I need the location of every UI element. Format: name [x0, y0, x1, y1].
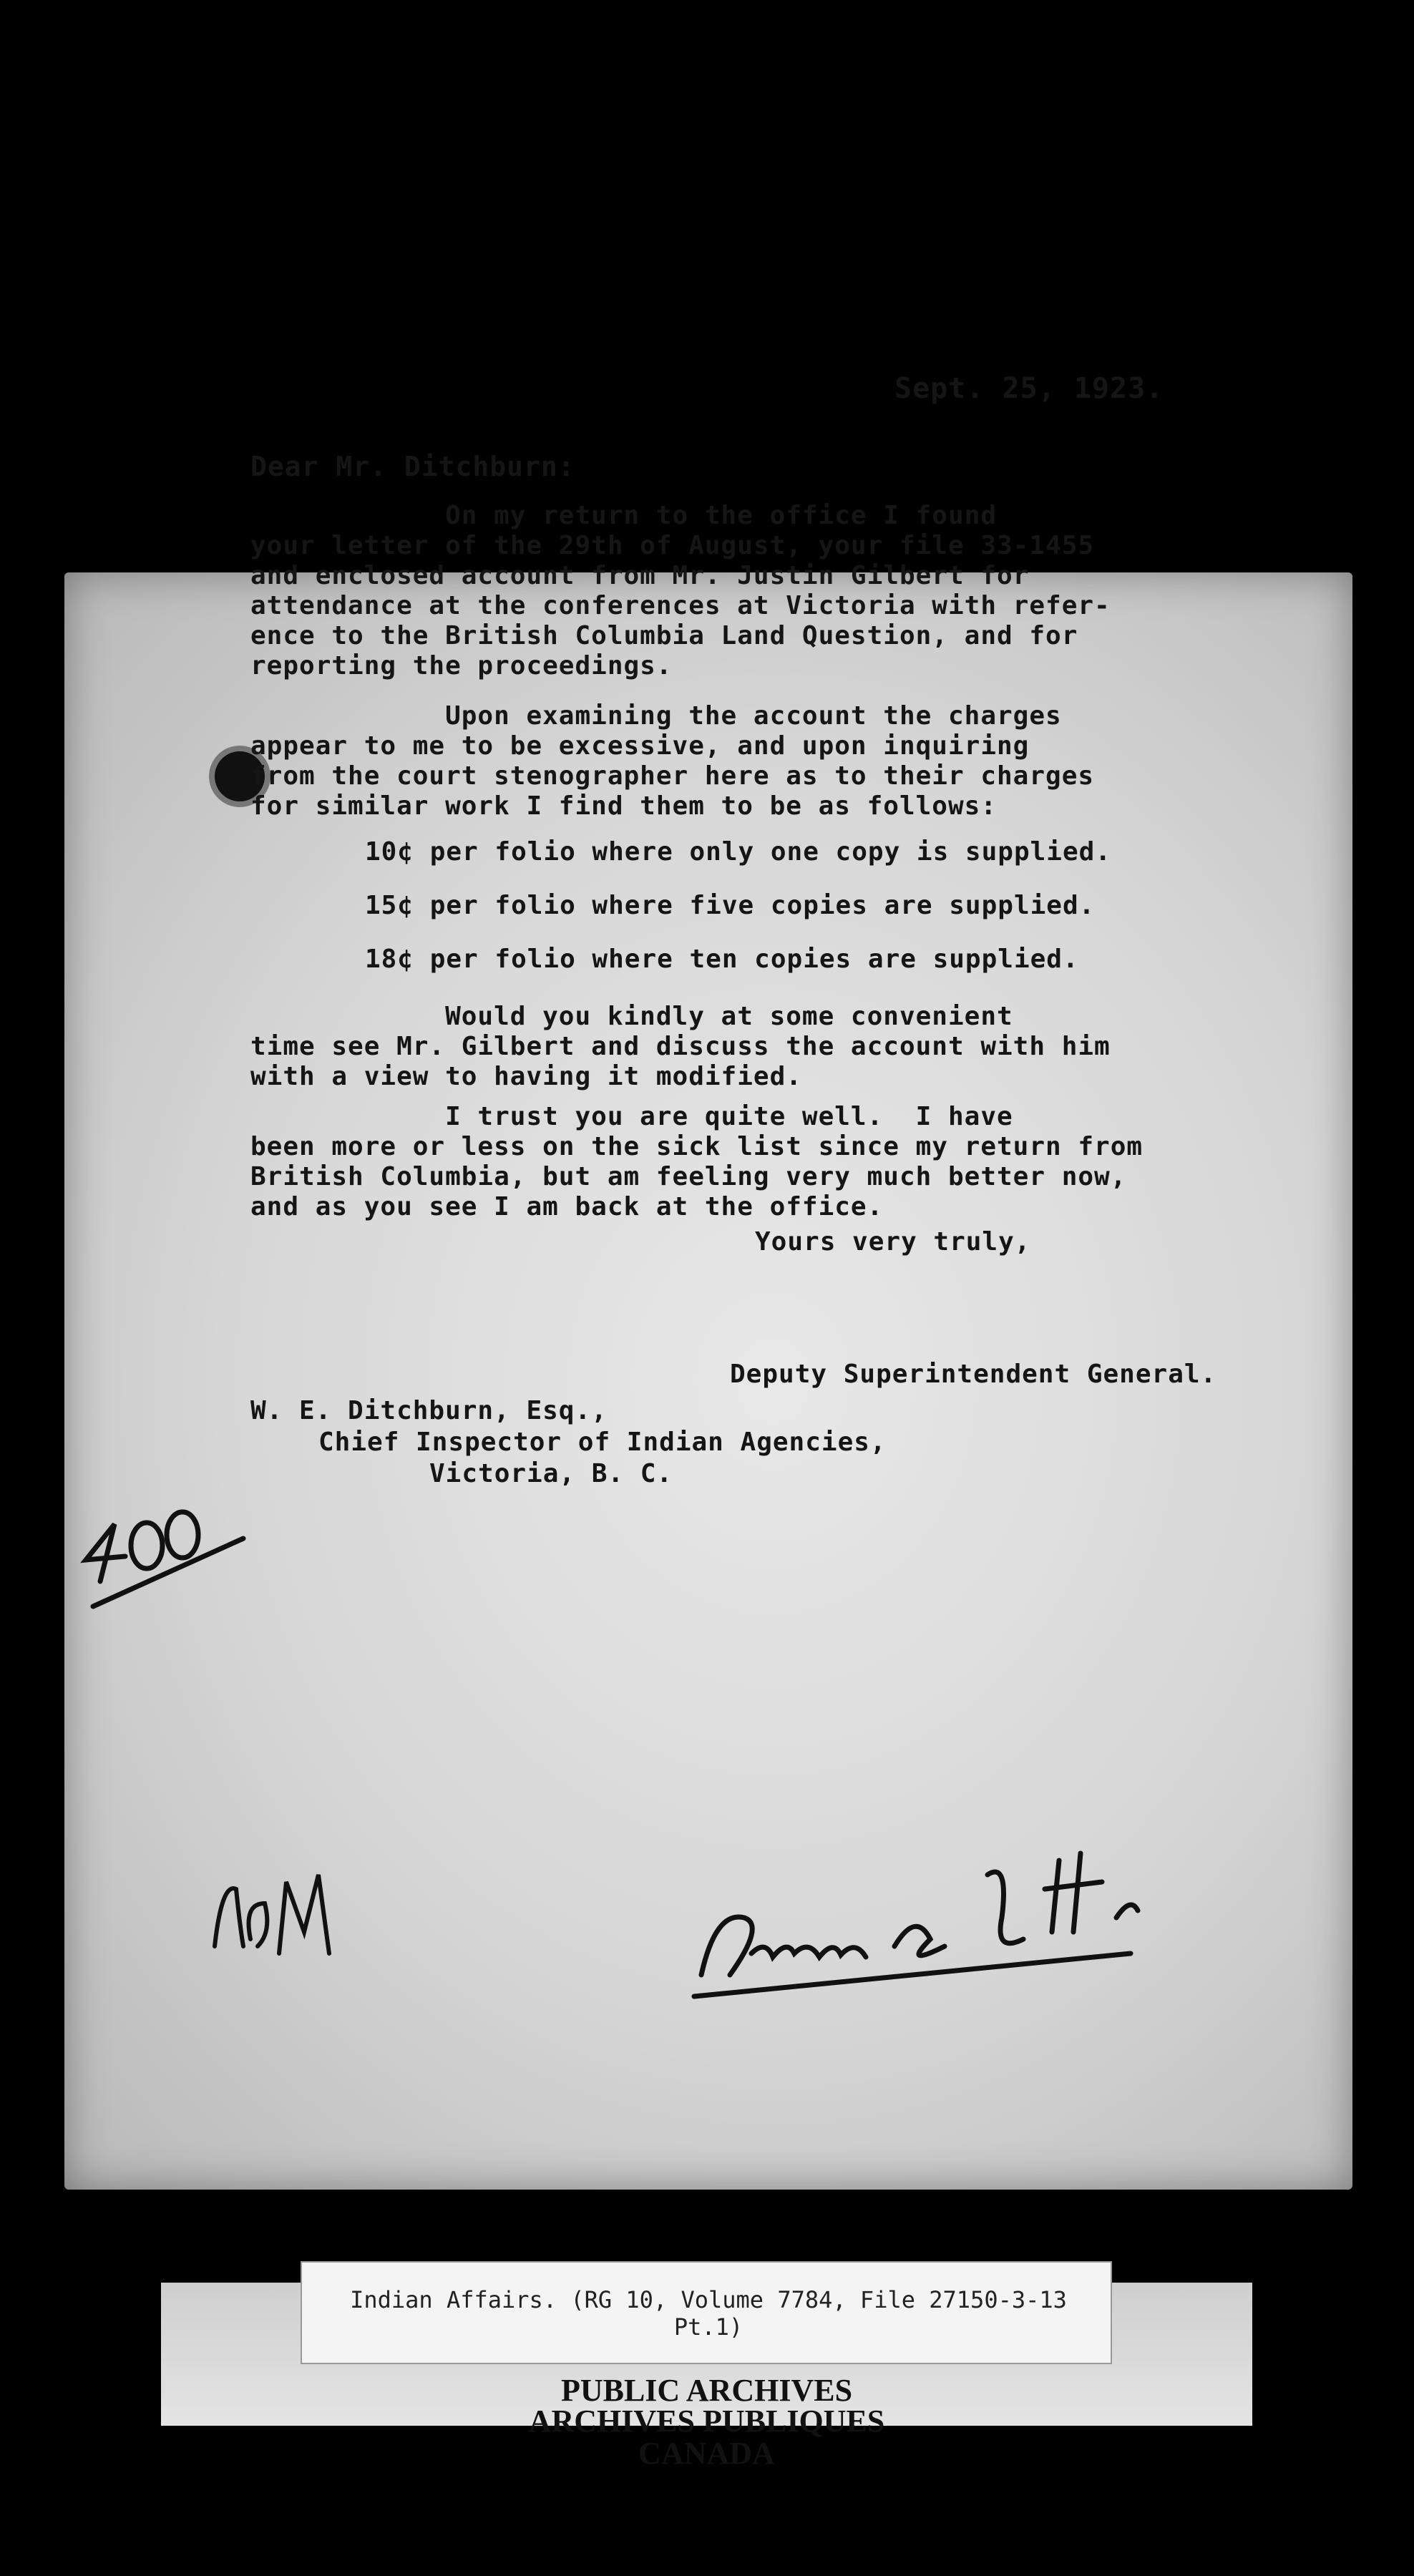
paragraph-1: On my return to the office I found your letter of the 29th of August, your file 33-1455 and enclosed account from Mr. Justin Gilbert for attendance at the conferences at Victoria with refer- ence to the British Columbia Land Question, and for reporting the proceedings.: [250, 501, 1111, 680]
paragraph-3: Would you kindly at some convenient time see Mr. Gilbert and discuss the account with him with a view to having it modified.: [250, 1002, 1111, 1091]
rate-line: 18¢ per folio where ten copies are supplied.: [365, 945, 1079, 974]
signature-handwriting: [687, 1832, 1188, 2004]
signature-title: Deputy Superintendent General.: [730, 1360, 1217, 1389]
salutation: Dear Mr. Ditchburn:: [250, 451, 575, 482]
archive-stamp-line: CANADA: [638, 2436, 775, 2471]
initials-handwriting: [208, 1853, 351, 1975]
letter-date: Sept. 25, 1923.: [894, 372, 1164, 405]
paragraph-4: I trust you are quite well. I have been more or less on the sick list since my return from British Columbia, but am feeling very much better now, and as you see I am back at the office.: [250, 1102, 1144, 1221]
rate-line: 10¢ per folio where only one copy is supplied.: [365, 837, 1111, 867]
address-line: Victoria, B. C.: [429, 1459, 673, 1488]
margin-note-handwriting: [72, 1474, 258, 1617]
paragraph-2: Upon examining the account the charges appear to me to be excessive, and upon inquiring from the court stenographer here as to their charges for similar work I find them to be as follows:: [250, 701, 1095, 821]
closing: Yours very truly,: [755, 1227, 1031, 1257]
archive-stamp-line: PUBLIC ARCHIVES: [560, 2373, 853, 2408]
archive-reference: Indian Affairs. (RG 10, Volume 7784, File 27150-3-13 Pt.1): [350, 2286, 1067, 2341]
archive-stamp-line: ARCHIVES PUBLIQUES: [528, 2404, 885, 2439]
address-line: W. E. Ditchburn, Esq.,: [250, 1396, 608, 1425]
rate-line: 15¢ per folio where five copies are supplied.: [365, 891, 1096, 920]
address-line: Chief Inspector of Indian Agencies,: [318, 1428, 887, 1457]
